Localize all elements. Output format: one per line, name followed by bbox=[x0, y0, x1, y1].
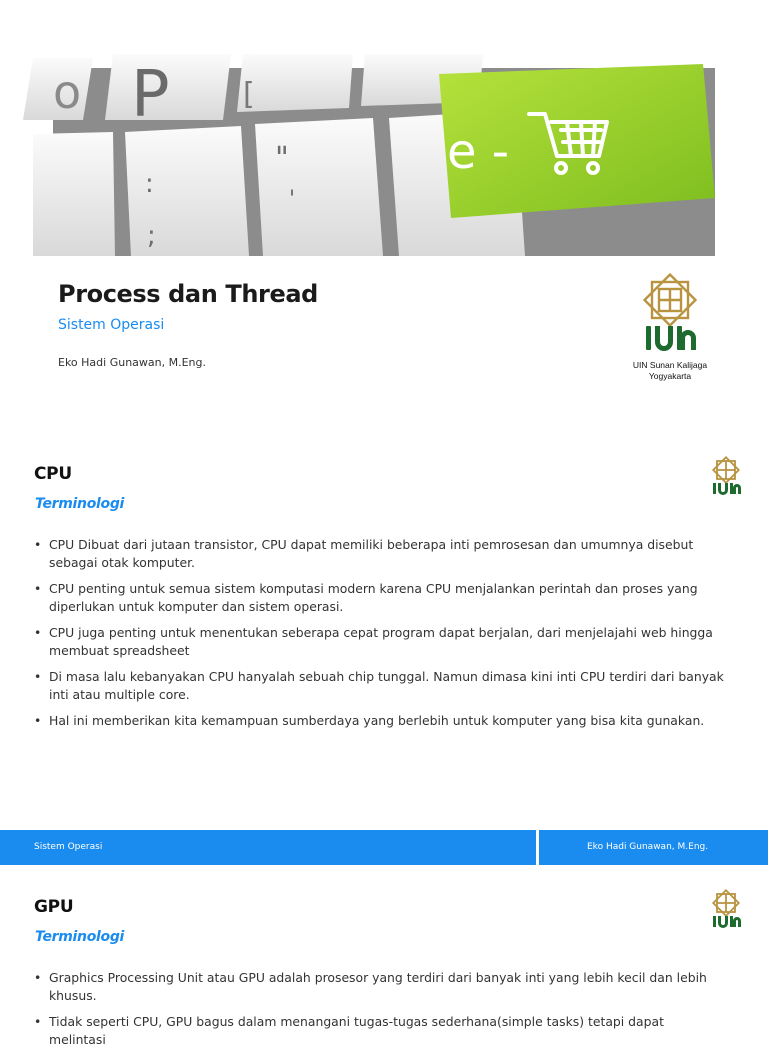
gpu-bullet-list bbox=[34, 969, 724, 1057]
logo-caption bbox=[622, 360, 718, 382]
slide-heading-gpu: GPU bbox=[34, 897, 74, 917]
uin-logo-small-icon bbox=[710, 892, 742, 928]
list-item: • Di masa lalu kebanyakan CPU hanyalah sebuah chip tunggal. Namun dimasa kini inti CPU terdiri dari banyak inti atau multiple core. bbox=[34, 668, 724, 703]
svg-text::: : bbox=[145, 169, 154, 199]
cpu-bullet-list bbox=[34, 536, 724, 739]
title-slide bbox=[0, 0, 768, 400]
svg-text:': ' bbox=[289, 187, 296, 212]
keyboard-banner-image bbox=[53, 58, 715, 256]
svg-text:e -: e - bbox=[447, 124, 510, 180]
subtitle: Sistem Operasi bbox=[58, 317, 165, 333]
slide-heading-cpu: CPU bbox=[34, 464, 72, 484]
list-item: • CPU Dibuat dari jutaan transistor, CPU dapat memiliki beberapa inti pemrosesan dan umumnya disebut sebagai otak komputer. bbox=[34, 536, 724, 571]
cpu-slide bbox=[0, 432, 768, 830]
list-item: • CPU juga penting untuk menentukan seberapa cepat program dapat berjalan, dari menjelajahi web hingga membuat spreadsheet bbox=[34, 624, 724, 659]
slide-subheading: Terminologi bbox=[35, 496, 125, 512]
list-item: • Hal ini memberikan kita kemampuan sumberdaya yang berlebih untuk komputer yang bisa kita gunakan. bbox=[34, 712, 724, 730]
list-item: • Tidak seperti CPU, GPU bagus dalam menangani tugas-tugas sederhana(simple tasks) tetapi dapat melintasi bbox=[34, 1013, 724, 1048]
footer-course: Sistem Operasi bbox=[34, 842, 103, 852]
keyboard-illustration bbox=[53, 58, 715, 256]
author-name: Eko Hadi Gunawan, M.Eng. bbox=[58, 356, 207, 369]
footer-author: Eko Hadi Gunawan, M.Eng. bbox=[587, 842, 709, 852]
gpu-slide bbox=[0, 865, 768, 1047]
svg-text:": " bbox=[275, 141, 289, 176]
uin-logo bbox=[622, 278, 718, 382]
slide-subheading: Terminologi bbox=[35, 929, 125, 945]
slide-footer bbox=[0, 830, 768, 865]
page-title: Process dan Thread bbox=[58, 280, 318, 308]
logo-caption-line1: UIN Sunan Kalijaga bbox=[632, 360, 708, 370]
svg-text:;: ; bbox=[147, 221, 156, 251]
svg-text:[: [ bbox=[243, 77, 255, 112]
svg-text:o: o bbox=[53, 65, 82, 119]
list-item: • Graphics Processing Unit atau GPU adalah prosesor yang terdiri dari banyak inti yang lebih kecil dan lebih khusus. bbox=[34, 969, 724, 1004]
logo-caption-line2: Yogyakarta bbox=[648, 371, 692, 381]
list-item: • CPU penting untuk semua sistem komputasi modern karena CPU menjalankan perintah dan proses yang diperlukan untuk komputer dan sistem operasi. bbox=[34, 580, 724, 615]
uin-emblem-icon bbox=[640, 278, 700, 354]
svg-text:P: P bbox=[131, 58, 170, 132]
uin-logo-small-icon bbox=[710, 459, 742, 495]
footer-divider bbox=[536, 830, 539, 865]
